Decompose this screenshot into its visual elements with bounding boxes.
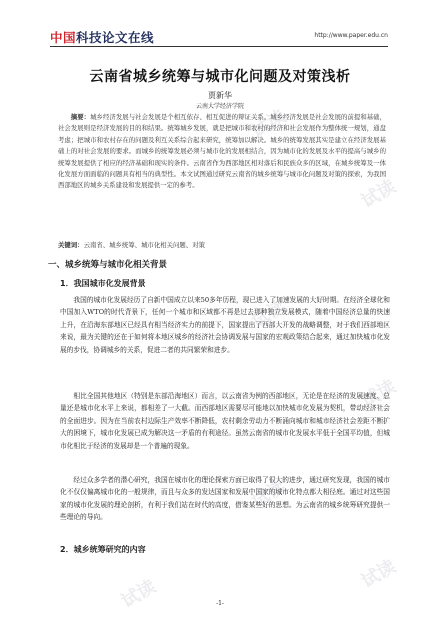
keywords <box>58 240 388 249</box>
body-paragraph: 相比全国其他地区（特别是东部沿海地区）而言，以云南省为例的西部地区，无论是在经济的发展速度、总量还是城市化水平上来说，都相差了一大截。而西部地区需要尽可能地以加快城市化发展为契机，带动经济社会的全面进步。因为在当前农村边际生产效率不断降低，农村剩余劳动力不断涌向城市和城市经济社会差距不断扩大的困境下，城市化发展已成为解决这一矛盾的有利途径。虽然云南省的城市化发展水平低于全国平均值，但城市化相比于经济的发展却是一个普遍的现象。 <box>60 392 390 450</box>
site-url[interactable]: http://www.paper.edu.cn <box>314 32 388 39</box>
subsection-heading: 1．我国城市化发展背景 <box>60 279 146 288</box>
keywords-label: 关键词： <box>58 241 84 249</box>
author-affiliation: 云南大学经济学院 <box>195 103 244 110</box>
page-header <box>50 28 388 47</box>
site-logo[interactable] <box>50 28 154 46</box>
author-name: 贾新华 <box>208 91 232 100</box>
article-title: 云南省城乡统筹与城市化问题及对策浅析 <box>89 69 351 85</box>
logo-text-red: 中国 <box>50 30 77 45</box>
abstract <box>58 112 386 192</box>
section-heading: 一、城乡统筹与城市化相关背景 <box>48 260 168 270</box>
abstract-label: 摘要： <box>70 113 91 121</box>
logo-text-main: 科技论文在线 <box>76 30 155 45</box>
keywords-text: 云南省、城乡统筹、城市化相关问题、对策 <box>83 241 205 249</box>
body-paragraph: 经过众多学者的潜心研究，我国在城市化的理论探索方面已取得了很大的进步，通过研究发现，我国的城市化不仅仅偏离城市化的一般规律，而且与众多的发达国家和发展中国家的城市化特点都大相径庭。通过对这些国家的城市化发展的理论剖析，有利于我们站在时代的高度，借鉴某些好的思想。为云南省的城乡统筹研究提供一些理论的导向。 <box>60 476 390 522</box>
watermark-layer: 试读 试读 试读 试读 试读 试读 试读 <box>117 106 400 613</box>
subsection-heading: 2．城乡统筹研究的内容 <box>60 545 146 554</box>
abstract-text: 城乡经济发展与社会发展是个相互依存、相互促进的辩证关系。城乡经济发展是社会发展的前提和基础，社会发展则是经济发展的目的和结果。统筹城乡发展，就是把城市和农村的经济和社会发展作为整体统一规划，通盘考虑；把城市和农村存在的问题及利互关系综合起来研究，统筹加以解决。城乡的统筹发展其实是建立在经济发展基础上的对社会发展的要求。而城乡的统筹发展必须与城市化的发展相结合，因为城市化的发展及水平的提高与城乡的统筹发展提供了相应的经济基础和现实的条件。云南省作为西部地区相对落后和民族众多的区域，在城乡统筹及一体化发展方面面临的问题具有相当的典型性。本文试图通过研究云南省的城乡统筹与城市化问题及对策的探索，为我国西部地区的城乡关系建设和发展提供一定的参考。 <box>58 113 387 190</box>
page-number: -1- <box>216 600 224 607</box>
body-paragraph: 我国的城市化发展经历了自新中国成立以来50多年历程，现已进入了加速发展的大好时期。在经济全球化和中国加入WTO的时代背景下，任何一个城市和区域都不再是过去那种独立发展模式，随着中国经济总量的快速上升，在沿海东部地区已经具有相当经济实力的前提下，国家提出了西部大开发的战略调整，对于我们西部地区来说，最为关键的还在于如何将本地区城乡的经济社会协调发展与国家的宏观政策结合起来，通过加快城市化发展的步伐，协调城乡的关系，促进二者的共同繁荣和进步。 <box>60 296 390 354</box>
